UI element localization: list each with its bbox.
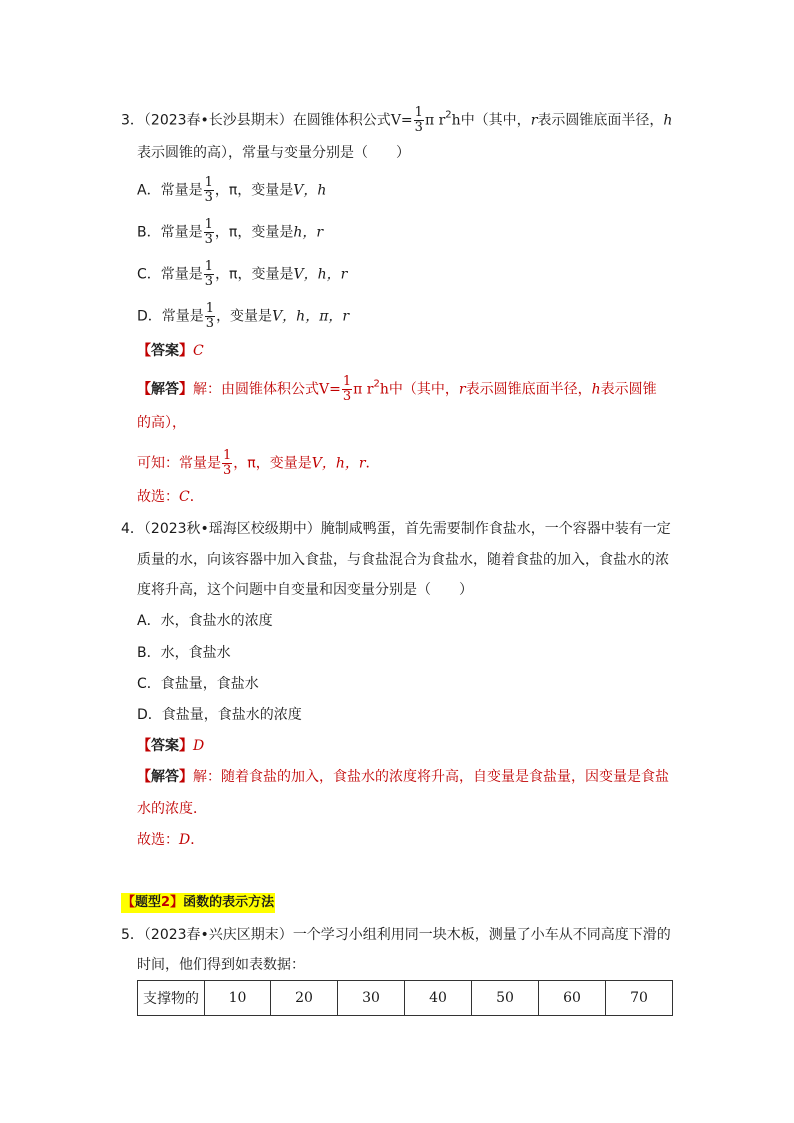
q4-answer [137,736,204,756]
table-row [138,981,673,1016]
formula-v: V= [319,381,341,398]
fraction-one-third: $\frac{1}{3}$ [205,301,215,331]
q3-stem-text: 在圆锥体积公式 [292,112,391,129]
q4-option-a: A．水，食盐水的浓度 [137,613,273,629]
formula-pi-r: π r [353,381,374,398]
choose-end: ． [190,832,205,848]
section-heading [121,893,275,913]
option-label: A．常量是 [137,182,203,199]
q3-solution-line-1 [137,375,657,404]
table-header-cell: 支撑物的 [138,981,205,1016]
option-vars: V，h，π，r [272,308,350,325]
q5-stem-line-1 [121,925,671,945]
var-r: r [530,112,538,129]
fraction-one-third: $\frac{1}{3}$ [204,217,213,247]
fraction-one-third: $\frac{1}{3}$ [342,374,352,404]
q5-source: （2023春•兴庆区期末） [143,927,293,943]
heading-bracket: 】 [170,895,184,910]
heading-number: 2 [161,895,171,910]
q3-solution-line-3 [137,449,380,478]
q3-answer [137,341,204,361]
q3-stem-text: 中（其中， [460,112,531,129]
option-vars: V，h，r [293,266,348,283]
formula-h: h [451,112,461,129]
answer-value: C [193,343,204,359]
option-label: B．常量是 [137,224,203,241]
option-vars: h，r [293,224,324,241]
q4-option-b: B．水，食盐水 [137,645,231,661]
fraction-one-third: $\frac{1}{3}$ [204,259,214,289]
option-label: D．常量是 [137,308,204,325]
solution-tag: 【解答】 [137,769,193,785]
solution-text: 中（其中， [388,381,459,398]
data-table [137,980,673,1016]
choose-answer: D [179,832,191,848]
fraction-one-third: $\frac{1}{3}$ [223,448,232,478]
solution-text: 解：由圆锥体积公式 [193,381,319,398]
option-text: ，π，变量是 [214,182,294,199]
solution-text: 表示圆锥 [600,381,657,398]
q4-stem-line-2: 质量的水，向该容器中加入食盐，与食盐混合为食盐水，随着食盐的加入，食盐水的浓 [137,552,669,568]
heading-type: 题型 [135,895,162,910]
solution-tag: 【解答】 [137,381,193,398]
q5-number: 5． [121,927,144,943]
answer-tag: 【答案】 [137,738,193,754]
table-cell: 70 [606,981,673,1016]
q4-option-c: C．食盐量，食盐水 [137,676,259,692]
heading-title: 函数的表示方法 [183,895,275,910]
option-text: ，π，变量是 [214,224,294,241]
solution-vars: V，h，r [311,455,366,472]
option-label: C．常量是 [137,266,203,283]
var-h: h [591,381,601,398]
table-cell: 60 [539,981,606,1016]
solution-text: ． [365,455,380,472]
q4-solution-line-1 [137,767,669,787]
q3-option-b [137,218,323,247]
q4-choose [137,830,204,850]
table-cell: 50 [472,981,539,1016]
option-vars: V，h [293,182,327,199]
fraction-one-third: $\frac{1}{3}$ [204,175,213,205]
solution-text: 可知：常量是 [137,455,221,472]
q3-stem-text: 表示圆锥底面半径， [537,112,664,129]
solution-text: 解：随着食盐的加入，食盐水的浓度将升高，自变量是食盐量，因变量是食盐 [193,769,669,785]
q4-stem-line-1 [121,519,671,539]
solution-text: ，π，变量是 [233,455,312,472]
q3-number: 3． [121,112,144,129]
fraction-one-third: $\frac{1}{3}$ [414,105,423,135]
q3-solution-line-2: 的高）， [137,415,186,431]
q4-option-d: D．食盐量，食盐水的浓度 [137,707,302,723]
q4-stem-line-3: 度将升高，这个问题中自变量和因变量分别是（ ） [137,582,473,598]
answer-value: D [193,738,205,754]
choose-answer: C [179,489,190,505]
q3-source: （2023春•长沙县期末） [143,112,293,129]
q4-stem-text: 腌制咸鸭蛋，首先需要制作食盐水，一个容器中装有一定 [320,521,671,537]
answer-tag: 【答案】 [137,343,193,359]
table-cell: 40 [405,981,472,1016]
q3-stem-line-1 [121,106,672,135]
option-text: ，变量是 [216,308,273,325]
choose-end: ． [189,489,204,505]
table-cell: 20 [271,981,338,1016]
var-r: r [458,381,466,398]
var-h: h [663,112,673,129]
q3-choose [137,487,204,507]
formula-pi-r: π r [424,112,446,129]
formula-v: V= [390,112,413,129]
choose-label: 故选： [137,489,179,505]
solution-text: 表示圆锥底面半径， [465,381,592,398]
q3-option-d [137,302,349,331]
q5-stem-line-2: 时间，他们得到如表数据： [137,957,305,973]
heading-bracket: 【 [122,895,136,910]
table-cell: 30 [338,981,405,1016]
formula-exponent: 2 [373,378,380,390]
option-text: ，π，变量是 [215,266,294,283]
q4-source: （2023秋•瑶海区校级期中） [143,521,321,537]
formula-exponent: 2 [445,109,452,121]
choose-label: 故选： [137,832,179,848]
table-cell: 10 [205,981,271,1016]
q5-stem-text: 一个学习小组利用同一块木板，测量了小车从不同高度下滑的 [292,927,671,943]
q3-option-a [137,176,326,205]
q3-stem-line-2: 表示圆锥的高），常量与变量分别是（ ） [137,145,410,161]
q4-number: 4． [121,521,144,537]
q4-solution-line-2: 水的浓度． [137,801,207,817]
formula-h: h [379,381,389,398]
q3-option-c [137,260,347,289]
